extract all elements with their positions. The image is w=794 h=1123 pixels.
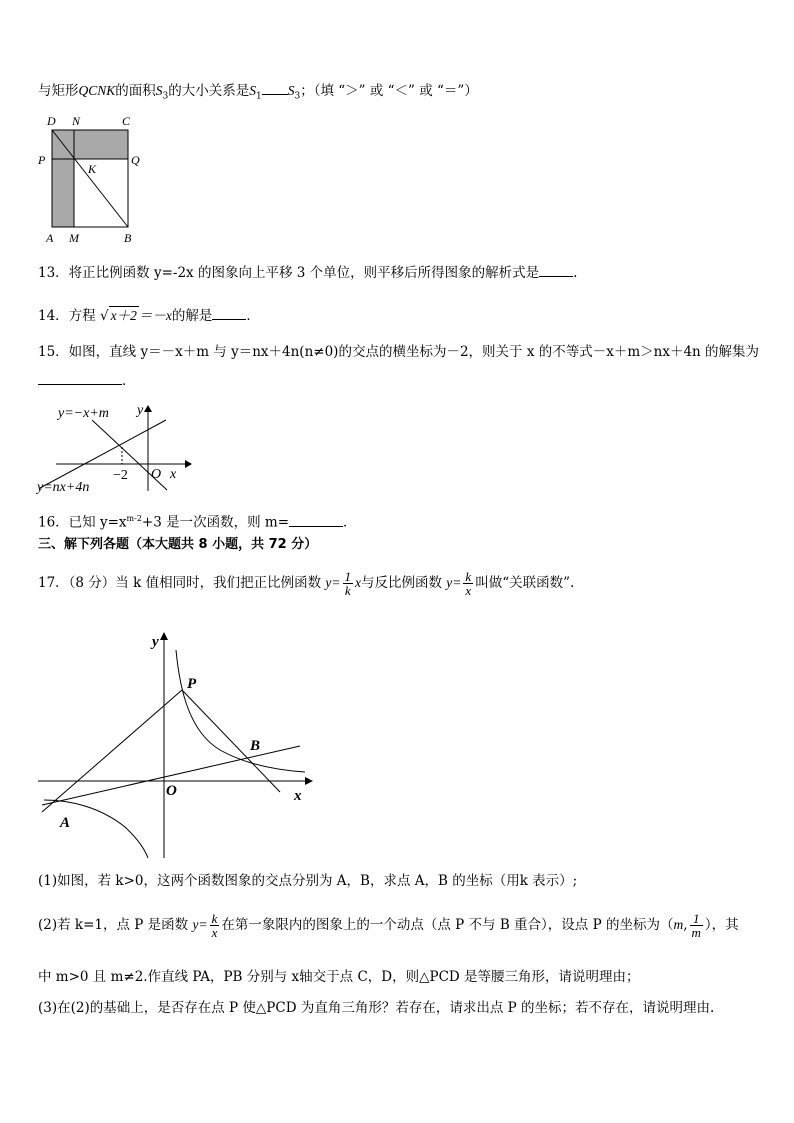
q15-figure bbox=[30, 398, 200, 498]
q12-text: 与矩形QCNK的面积$S_3$的大小关系是$S_1$ $S_3$；（填 “＞” 或 “＜” 或 “＝”） bbox=[38, 83, 478, 102]
section-3-title: 三、解下列各题（本大题共 8 小题，共 72 分） bbox=[38, 537, 318, 552]
q17-part-3: (3)在(2)的基础上，是否存在点 P 使△PCD 为直角三角形？若存在，请求出点 P 的坐标；若不存在，请说明理由. bbox=[38, 1000, 715, 1016]
label-b: B bbox=[124, 231, 132, 245]
line-pb bbox=[182, 690, 280, 792]
q16-text: 16．已知 $y=x^{m-2}+3$ 是一次函数，则 m= ． bbox=[38, 514, 357, 531]
label-n: N bbox=[72, 114, 81, 128]
y-axis-arrow bbox=[144, 405, 152, 412]
frac-1-over-m: $\frac{1}{m}$ bbox=[691, 911, 701, 940]
q15-text: 15．如图，直线 y＝－x＋m 与 y＝nx＋4n(n≠0)的交点的横坐标为－2，则关于 x 的不等式－x＋m＞nx＋4n 的解集为 bbox=[38, 344, 760, 360]
label-origin: O bbox=[151, 467, 162, 482]
label-x: x bbox=[170, 467, 177, 482]
q14-text: 14．方程 √ x＋2 ＝－x的解是 ． bbox=[38, 308, 260, 324]
q12-figure bbox=[30, 110, 145, 250]
label-a: A bbox=[46, 231, 54, 245]
label-m: M bbox=[69, 231, 79, 245]
y-axis-arrow bbox=[160, 632, 168, 640]
label-p: P bbox=[187, 676, 197, 692]
label-line2: y=nx+4n bbox=[37, 480, 90, 495]
label-k: K bbox=[88, 162, 97, 176]
hyperbola-branch-q1 bbox=[176, 650, 305, 772]
q17-part-2a: (2)若 k=1，点 P 是函数 y= $\frac{k}{x}$ 在第一象限内的图象上的一个动点（点 P 不与 B 重合），设点 P 的坐标为（m, $\frac{1}{m}$ ），其 bbox=[38, 911, 739, 940]
frac-1-over-k: $\frac{1}{k}$ bbox=[344, 569, 351, 598]
label-y: y bbox=[152, 634, 159, 650]
x-axis-arrow bbox=[305, 777, 313, 785]
label-q: Q bbox=[131, 153, 140, 167]
label-x: x bbox=[294, 788, 302, 804]
label-p: P bbox=[38, 153, 46, 167]
q17-figure bbox=[30, 622, 330, 867]
x-axis-arrow bbox=[185, 460, 192, 468]
label-b: B bbox=[250, 738, 261, 754]
line-pa bbox=[42, 690, 182, 812]
label-d: D bbox=[47, 114, 56, 128]
label-line1: y=−x+m bbox=[58, 406, 109, 421]
q15-answer-line: ． bbox=[38, 372, 136, 390]
label-y: y bbox=[137, 403, 144, 418]
q17-stem: 17．（8 分）当 k 值相同时，我们把正比例函数 y= $\frac{1}{k}$ x与反比例函数 y= $\frac{k}{x}$ 叫做“关联函数”. bbox=[38, 569, 575, 598]
frac-k-over-x: $\frac{k}{x}$ bbox=[465, 569, 472, 598]
label-minus-2: −2 bbox=[113, 468, 128, 483]
frac-k-over-x-2: $\frac{k}{x}$ bbox=[211, 911, 218, 940]
label-c: C bbox=[122, 114, 131, 128]
q17-part-2b: 中 m>0 且 m≠2.作直线 PA，PB 分别与 x轴交于点 C，D，则△PCD 是等腰三角形，请说明理由； bbox=[38, 969, 640, 985]
q13-text: 13．将正比例函数 y=-2x 的图象向上平移 3 个单位，则平移后所得图象的解析式是 . bbox=[38, 265, 578, 281]
q17-part-1: (1)如图，若 k>0，这两个函数图象的交点分别为 A，B，求点 A，B 的坐标（用k 表示）; bbox=[38, 873, 578, 889]
shaded-rect-qcnk bbox=[74, 130, 128, 159]
label-a: A bbox=[60, 815, 71, 831]
label-o: O bbox=[166, 783, 177, 799]
